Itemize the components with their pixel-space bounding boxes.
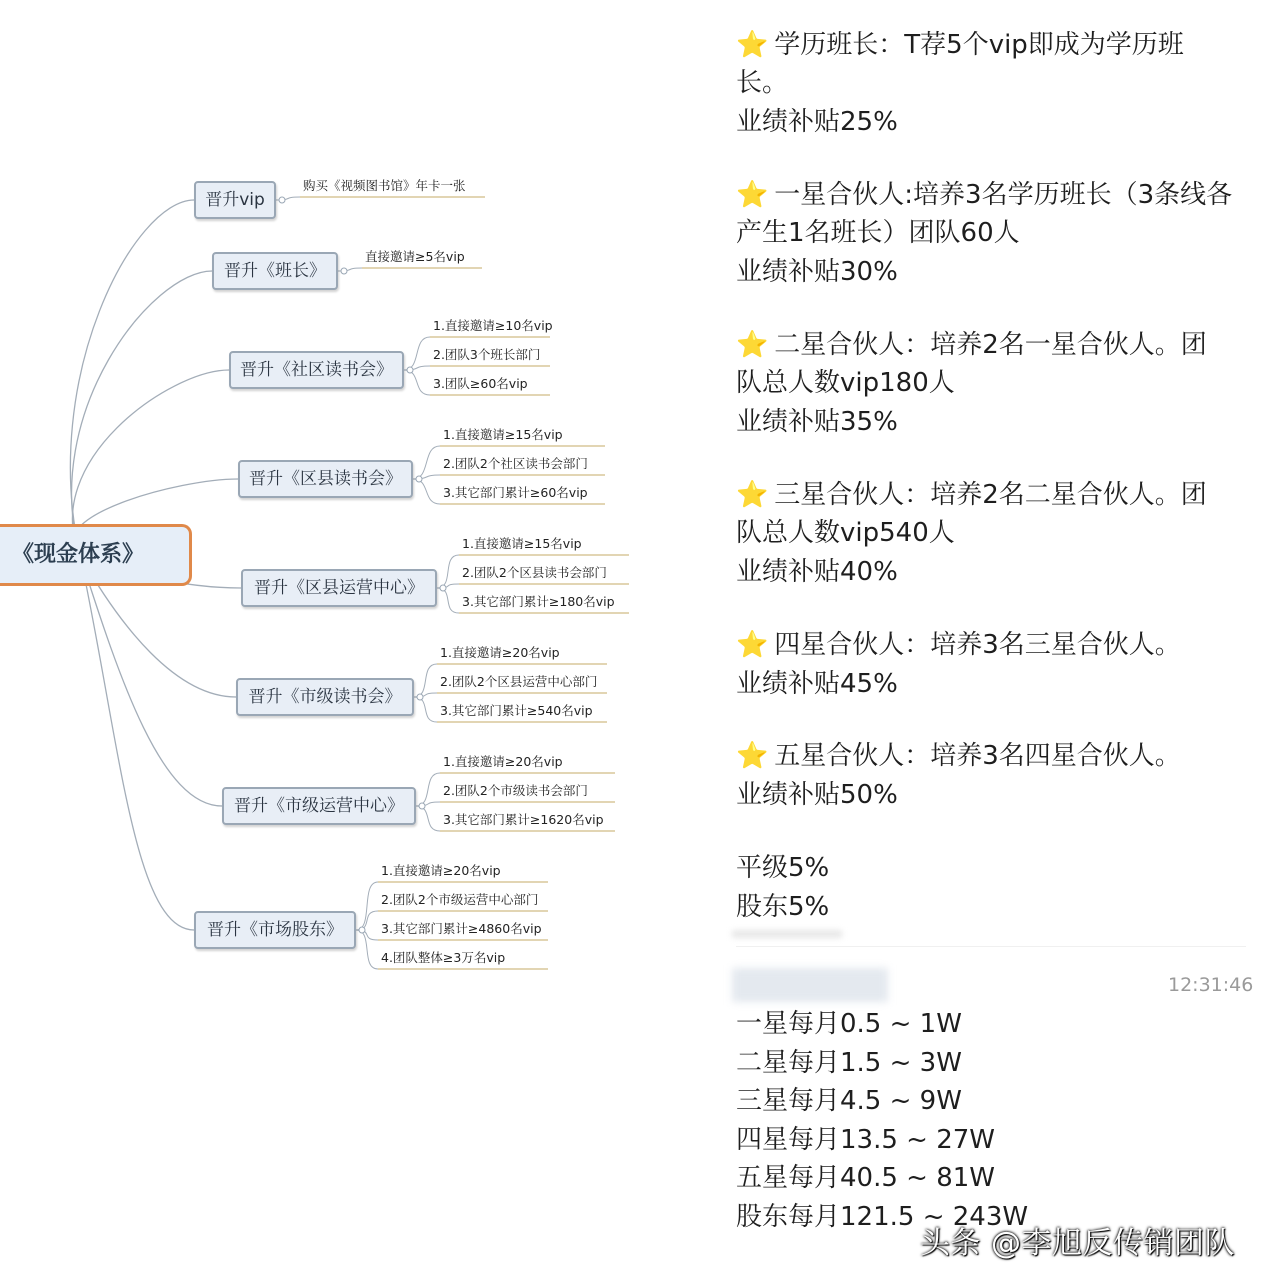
chat-text: 队总人数vip540人 [736,518,955,548]
leaf-connector [404,370,430,395]
chat-text-line [736,105,898,139]
rank-title-line [736,739,1181,773]
chat-text-line [736,405,898,439]
message-timestamp: 12:31:46 [1168,974,1254,996]
rank-title-line [736,178,1232,212]
rank-title-line [736,328,1207,362]
chat-text: 业绩补贴25% [736,107,898,137]
leaf-connector [416,806,440,831]
chat-text-line [736,778,898,812]
chat-text-line [736,216,1020,250]
leaf-item: 1.直接邀请≥20名vip [443,754,563,769]
chat-text: 四星合伙人：培养3名三星合伙人。 [774,630,1181,660]
collapse-knob [279,197,285,203]
leaf-item: 购买《视频图书馆》年卡一张 [303,178,466,193]
blurred-sender-name [732,968,888,1002]
leaf-connector [437,588,459,613]
star-icon: ⭐ [736,741,769,771]
chat-text-line [736,516,955,550]
branch-connector [80,555,222,806]
leaf-item: 2.团队2个市级运营中心部门 [381,892,539,907]
rank-title-line [736,478,1207,512]
watermark: 头条 @李旭反传销团队 [920,1226,1236,1261]
income-line: 二星每月1.5 ~ 3W [736,1048,962,1078]
chat-text: 长。 [736,68,789,98]
chat-text: 一星合伙人:培养3名学历班长（3条线各 [774,180,1233,210]
star-icon: ⭐ [736,180,769,210]
chat-text: 三星合伙人：培养2名二星合伙人。团 [774,480,1207,510]
leaf-connector [437,555,459,588]
branch-node: 晋升《市场股东》 [194,911,356,949]
branch-node: 晋升《班长》 [212,252,338,290]
chat-text: 业绩补贴50% [736,780,898,810]
leaf-item: 3.其它部门累计≥60名vip [443,485,588,500]
message-divider [736,946,1246,947]
leaf-item: 2.团队2个区县运营中心部门 [440,674,598,689]
chat-text-line [736,851,829,885]
leaf-item: 直接邀请≥5名vip [365,249,465,264]
income-line: 一星每月0.5 ~ 1W [736,1009,962,1039]
leaf-connector [356,882,378,930]
branch-node: 晋升《市级运营中心》 [222,787,416,825]
leaf-connector [414,697,437,722]
collapse-knob [341,268,347,274]
chat-text: 队总人数vip180人 [736,368,955,398]
leaf-item: 2.团队2个区县读书会部门 [462,565,607,580]
chat-text: 业绩补贴35% [736,407,898,437]
chat-text-line [736,66,788,100]
branch-node: 晋升《社区读书会》 [229,351,404,389]
leaf-connector [356,911,378,930]
leaf-item: 3.其它部门累计≥540名vip [440,703,593,718]
leaf-connector [416,773,440,806]
leaf-connector [413,479,440,504]
chat-text: 股东5% [736,892,830,922]
leaf-connector [404,337,430,370]
collapse-knob [417,694,423,700]
leaf-item: 2.团队3个班长部门 [433,347,541,362]
leaf-item: 1.直接邀请≥15名vip [443,427,563,442]
branch-node: 晋升《区县读书会》 [238,460,413,498]
star-icon: ⭐ [736,330,769,360]
leaf-connector [413,446,440,479]
leaf-item: 3.团队≥60名vip [433,376,528,391]
collapse-knob [440,585,446,591]
income-line: 三星每月4.5 ~ 9W [736,1086,962,1116]
leaf-item: 1.直接邀请≥15名vip [462,536,582,551]
income-line: 四星每月13.5 ~ 27W [736,1125,995,1155]
leaf-item: 4.团队整体≥3万名vip [381,950,506,965]
branch-connector [72,271,212,555]
leaf-item: 3.其它部门累计≥1620名vip [443,812,604,827]
chat-text-line [736,890,829,924]
star-icon: ⭐ [736,30,769,60]
chat-text: 二星合伙人：培养2名一星合伙人。团 [774,330,1207,360]
chat-text: 学历班长：T荐5个vip即成为学历班 [774,30,1184,60]
leaf-item: 2.团队2个社区读书会部门 [443,456,588,471]
income-line: 五星每月40.5 ~ 81W [736,1163,995,1193]
branch-connector [70,200,194,555]
mind-map-root: 《现金体系》 [0,524,192,586]
branch-node: 晋升vip [194,181,276,219]
blurred-text [732,930,842,938]
chat-text-line [736,366,955,400]
collapse-knob [359,927,365,933]
leaf-item: 2.团队2个市级读书会部门 [443,783,588,798]
collapse-knob [416,476,422,482]
star-icon: ⭐ [736,480,769,510]
chat-text-line [736,555,898,589]
collapse-knob [419,803,425,809]
leaf-connector [414,664,437,697]
income-line: 股东每月121.5 ~ 243W [736,1202,1029,1232]
leaf-item: 3.其它部门累计≥180名vip [462,594,615,609]
leaf-item: 1.直接邀请≥20名vip [440,645,560,660]
collapse-knob [407,367,413,373]
star-icon: ⭐ [736,630,769,660]
chat-text: 平级5% [736,853,830,883]
chat-text: 五星合伙人：培养3名四星合伙人。 [774,741,1181,771]
chat-text-line [736,255,898,289]
branch-connector [80,555,194,930]
chat-text: 产生1名班长）团队60人 [736,218,1020,248]
rank-title-line [736,628,1181,662]
chat-text: 业绩补贴30% [736,257,898,287]
rank-title-line [736,28,1184,62]
leaf-item: 1.直接邀请≥20名vip [381,863,501,878]
chat-text-line [736,667,898,701]
chat-text: 业绩补贴40% [736,557,898,587]
branch-node: 晋升《区县运营中心》 [241,569,437,607]
leaf-item: 1.直接邀请≥10名vip [433,318,553,333]
chat-text: 业绩补贴45% [736,669,898,699]
leaf-item: 3.其它部门累计≥4860名vip [381,921,542,936]
branch-node: 晋升《市级读书会》 [236,678,414,716]
